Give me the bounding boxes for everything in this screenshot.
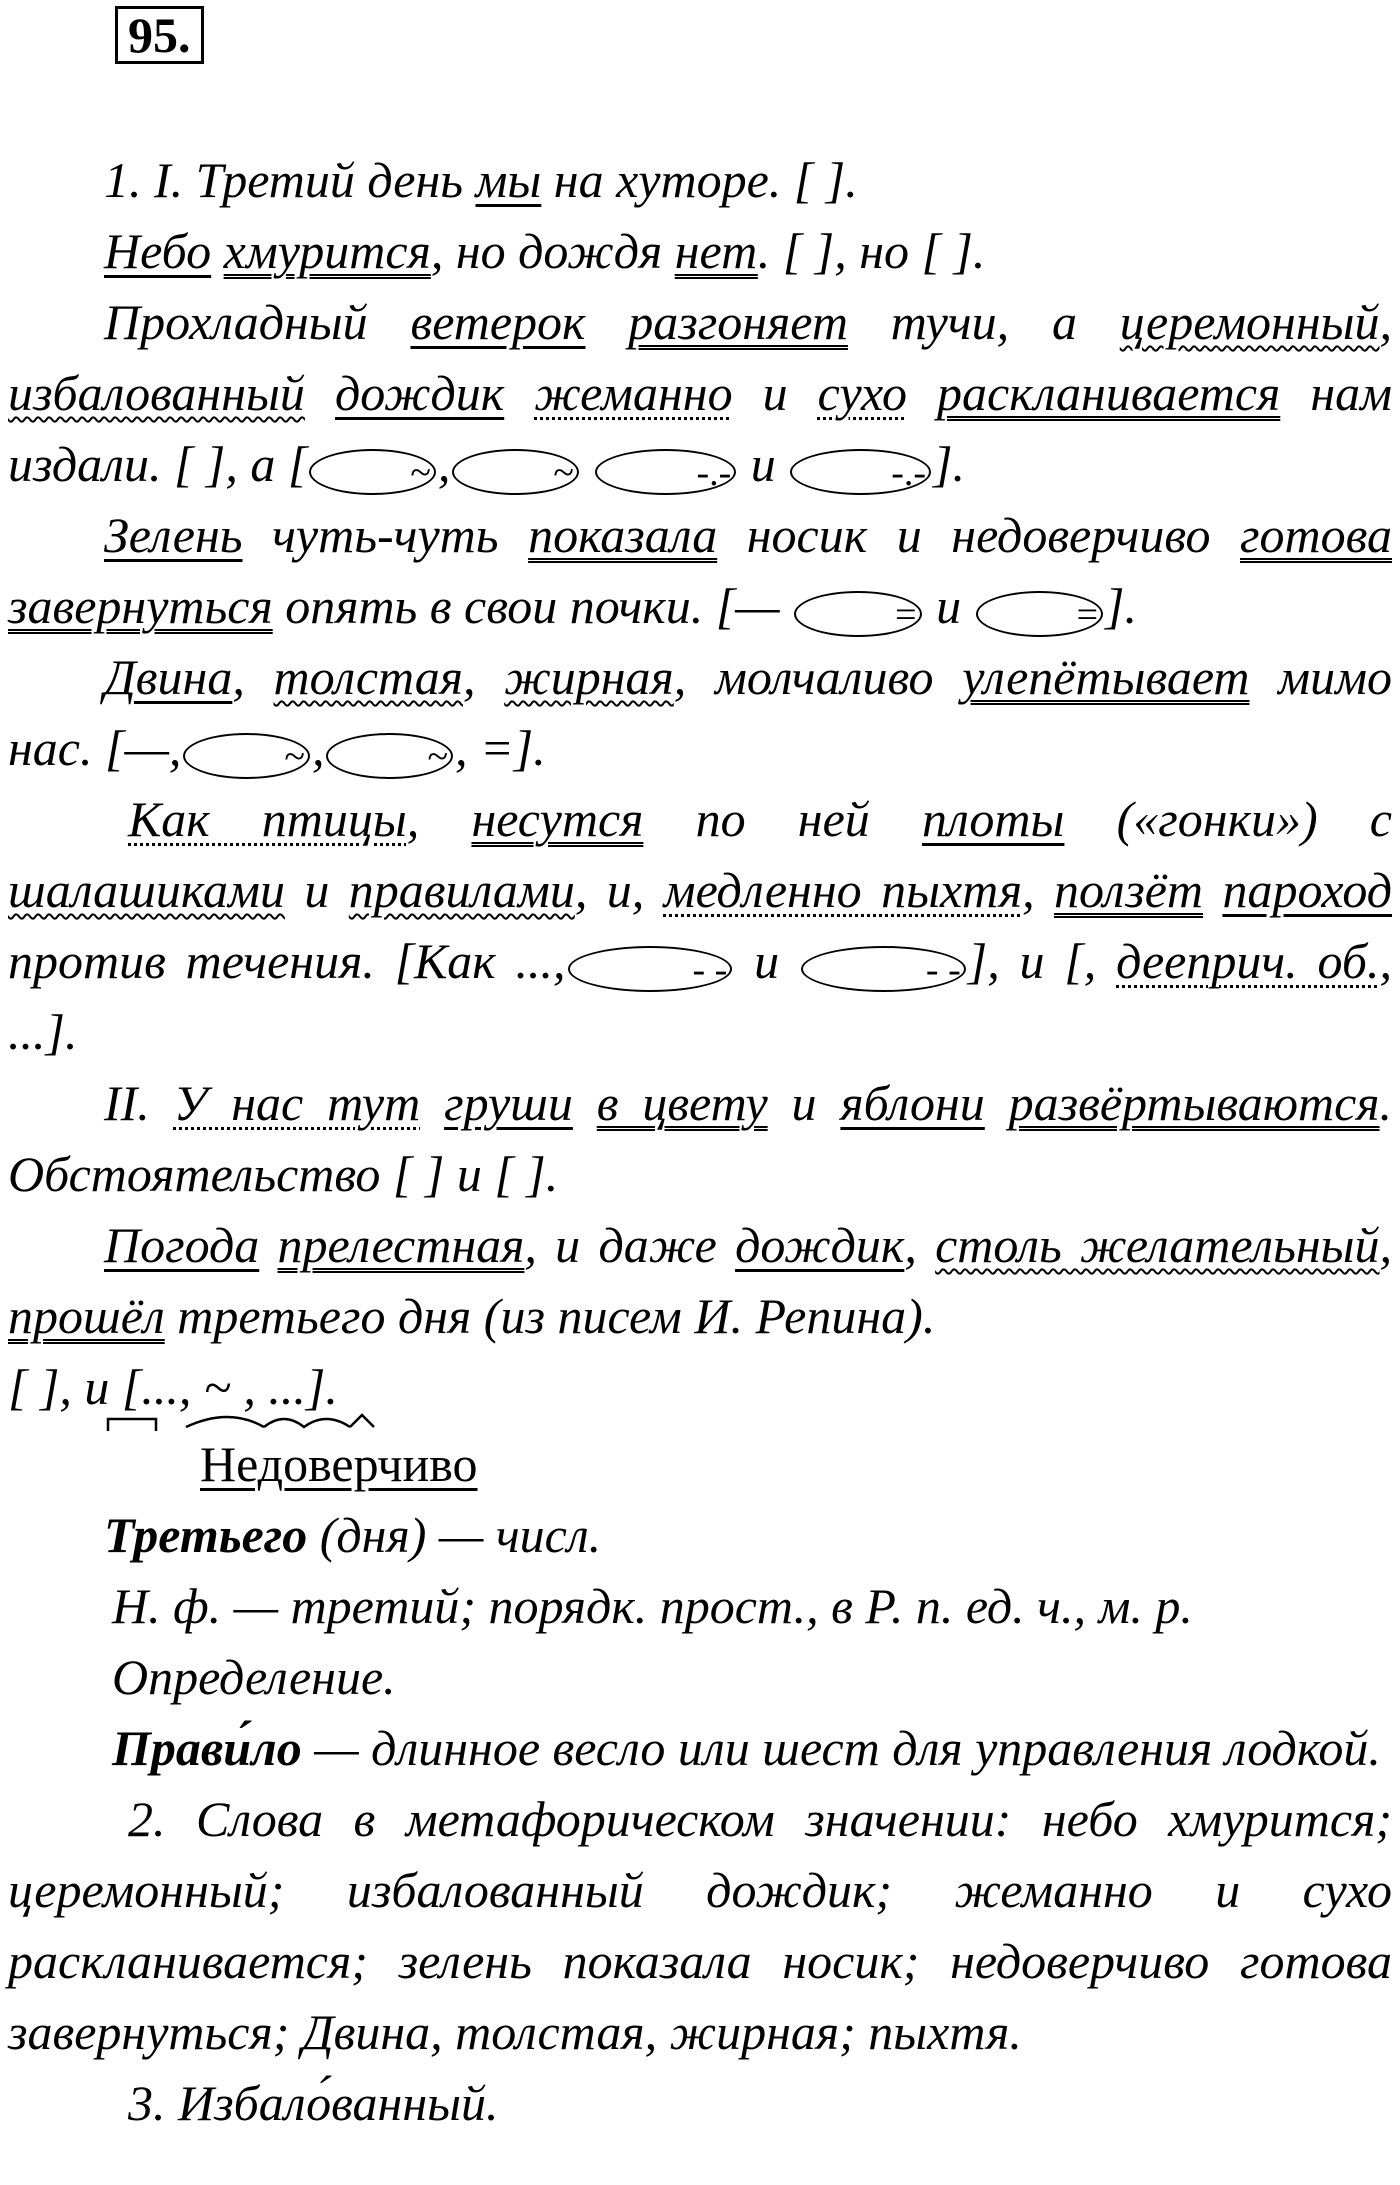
subject: Погода	[104, 1217, 260, 1273]
circle-object-symbol: - -	[801, 946, 966, 992]
sentence-4: Зелень чуть-чуть показала носик и недоверчиво готова завернуться опять в свои почки. [— = и = ].	[8, 507, 1392, 636]
subject: дождик	[334, 365, 505, 421]
attribute: шалашиками	[8, 862, 285, 918]
predicate: прошёл	[8, 1288, 165, 1344]
circle-attribute-symbol: ~	[183, 733, 310, 779]
word-parse-line	[8, 1429, 1392, 1500]
subject: Двина	[104, 649, 233, 705]
subject: мы	[475, 152, 542, 208]
predicate: хмурится	[223, 223, 431, 279]
adverbial: У нас тут	[173, 1075, 421, 1131]
predicate: несутся	[471, 791, 644, 847]
attribute: церемонный	[1119, 294, 1380, 350]
predicate: в цвету	[596, 1075, 768, 1131]
circle-attribute-symbol: ~	[309, 449, 436, 495]
subject: дождик	[735, 1217, 905, 1273]
sentence-8-scheme: [ ], и [..., ~ , ...].	[8, 1359, 338, 1415]
exercise-text	[8, 145, 1392, 2139]
circle-adverbial-symbol: -.-	[790, 449, 931, 495]
predicate: ползёт	[1054, 862, 1204, 918]
sentence-1: 1. I. Третий день мы на хуторе. [ ].	[104, 152, 858, 208]
adverbial: сухо	[817, 365, 907, 421]
circle-attribute-symbol: ~	[452, 449, 579, 495]
task-3: 3. Избало́ванный.	[128, 2075, 499, 2131]
predicate: развёртываются	[1008, 1075, 1380, 1131]
predicate: прелестная	[277, 1217, 525, 1273]
predicate: улепётывает	[962, 649, 1250, 705]
attribute: столь желательный	[935, 1217, 1380, 1273]
subject: Небо	[104, 223, 212, 279]
attribute: правилами	[348, 862, 575, 918]
sentence-6: Как птицы, несутся по ней плоты («гонки») с шалашиками и правилами, и, медленно пыхтя, ползёт пароход против течения. [Как ..., - - и - - ], и [, дееприч. об., ...].	[8, 791, 1393, 1060]
morph-role: Определение.	[112, 1649, 396, 1705]
adverbial: медленно пыхтя	[663, 862, 1023, 918]
predicate: раскланивается	[937, 365, 1281, 421]
predicate: нет	[674, 223, 758, 279]
adverbial: Как птицы	[128, 791, 407, 847]
adverbial: дееприч. об.	[1116, 933, 1380, 989]
circle-attribute-symbol: ~	[326, 733, 453, 779]
subject: ветерок	[410, 294, 586, 350]
morpheme-marks	[104, 1407, 404, 1437]
sentence-8: Погода прелестная, и даже дождик, столь желательный, прошёл третьего дня (из писем И. Репина).	[8, 1217, 1392, 1344]
morph-initial-form: Н. ф. — третий; порядк. прост., в Р. п. ед. ч., м. р.	[112, 1578, 1193, 1634]
circle-predicate-symbol: =	[976, 591, 1103, 637]
word-parse: Недоверчиво	[200, 1436, 478, 1492]
pravilo-definition: Прави́ло — длинное весло или шест для управления лодкой.	[112, 1720, 1381, 1776]
morph-tretyego: Третьего (дня) — числ.	[104, 1507, 602, 1563]
adverbial: жеманно	[534, 365, 733, 421]
predicate: показала	[528, 507, 718, 563]
attribute: толстая	[273, 649, 463, 705]
exercise-number: 95.	[115, 6, 204, 64]
predicate: завернуться	[8, 578, 273, 634]
subject: плоты	[922, 791, 1065, 847]
circle-object-symbol: - -	[568, 946, 733, 992]
attribute: избалованный	[8, 365, 305, 421]
word-parse-morphemes	[104, 1429, 478, 1500]
sentence-2: Небо хмурится, но дождя нет. [ ], но [ ].	[104, 223, 986, 279]
subject: груши	[444, 1075, 573, 1131]
subject: яблони	[840, 1075, 985, 1131]
predicate: готова	[1240, 507, 1392, 563]
sentence-7: II. У нас тут груши в цвету и яблони развёртываются. Обстоятельство [ ] и [ ].	[8, 1075, 1393, 1202]
sentence-5: Двина, толстая, жирная, молчаливо улепётывает мимо нас. [—, ~ , ~ , =].	[8, 649, 1392, 778]
task-2: 2. Слова в метафорическом значении: небо хмурится; церемонный; избалованный дождик; жеманно и сухо раскланивается; зелень показала носик; недоверчиво готова завернуться; Двина, толстая, жирная; пыхтя.	[8, 1791, 1392, 2060]
circle-adverbial-symbol: -.-	[595, 449, 736, 495]
subject: пароход	[1222, 862, 1393, 918]
subject: Зелень	[104, 507, 243, 563]
attribute: жирная	[504, 649, 674, 705]
circle-predicate-symbol: =	[794, 591, 921, 637]
predicate: разгоняет	[628, 294, 848, 350]
sentence-3: Прохладный ветерок разгоняет тучи, а церемонный, избалованный дождик жеманно и сухо раскланивается нам издали. [ ], а [ ~ , ~ -.- и -.- ].	[8, 294, 1393, 494]
